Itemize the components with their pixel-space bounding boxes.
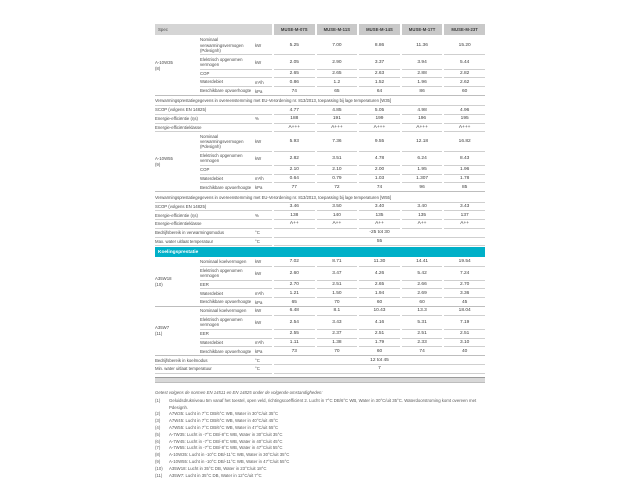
condition-group [155, 307, 485, 356]
table-row [200, 307, 485, 316]
value-cell: 45 [462, 299, 468, 305]
value-cell: 1.307 [402, 175, 443, 184]
condition-group-label [155, 132, 200, 191]
value-cell: 196 [402, 115, 443, 124]
table-row [200, 87, 485, 95]
value-cell: 2.82 [444, 70, 485, 79]
value-cell: 1.78 [444, 175, 485, 184]
value-cell: 3.40 [402, 203, 443, 212]
value-cell: A+++ [317, 124, 358, 133]
value-cell: 1.95 [402, 166, 443, 175]
footnote-text: A35W18: Lucht in 35°C DB, Water in 23°C/uit 18°C [169, 465, 267, 471]
value-cell: 4.85 [317, 106, 358, 115]
param-cell: Beschikbare opvoerhoogte [200, 184, 252, 190]
footnote-ref: (4) [155, 425, 161, 431]
unit-cell [255, 281, 272, 290]
value-cell: 1.96 [402, 78, 443, 87]
footnote-text: A35W7: Lucht in 35°C DB, Water in 12°C/uit 7°C [169, 472, 262, 478]
value-cell: 0.79 [317, 175, 358, 184]
unit-cell [255, 220, 272, 229]
merged-value-cell: 7 [274, 365, 485, 374]
footnote-ref: (10) [155, 465, 163, 471]
condition-name: A-10W35 [155, 59, 173, 65]
unit-cell [255, 203, 272, 212]
merged-value-cell: -25 tot 30 [274, 229, 485, 238]
value-cell: 2.10 [317, 166, 358, 175]
footnotes [155, 390, 487, 479]
value-cell: 2.55 [274, 330, 315, 339]
unit-cell [255, 124, 272, 133]
unit-cell: kPa [255, 299, 263, 305]
condition-group-rows [200, 36, 485, 95]
value-cell: 2.51 [444, 330, 485, 339]
unit-cell [255, 106, 272, 115]
value-cell: 188 [274, 115, 315, 124]
value-cell: 3.37 [359, 55, 400, 69]
value-cell: 2.90 [317, 55, 358, 69]
value-cell: 6.48 [274, 307, 315, 316]
value-cell: A+++ [359, 124, 400, 133]
section-divider [155, 377, 485, 383]
unit-cell [255, 166, 272, 175]
value-cell: 3.36 [444, 289, 485, 298]
spec-header-cell: Spec [155, 24, 272, 35]
value-cell: 1.96 [444, 166, 485, 175]
unit-cell: °C [255, 356, 272, 365]
value-cell: 7.36 [317, 132, 358, 151]
value-cell: 2.00 [359, 166, 400, 175]
value-cell: 5.05 [359, 106, 400, 115]
unit-cell: m³/h [255, 78, 272, 87]
table-row [155, 365, 485, 374]
unit-cell: kPa [255, 348, 263, 354]
value-cell: 199 [359, 115, 400, 124]
table-row [155, 356, 485, 365]
cooling-section-band: Koelingsprestatie [155, 247, 485, 257]
unit-cell: m³/h [255, 289, 272, 298]
value-cell: 2.37 [317, 330, 358, 339]
condition-footnote-ref: (9) [155, 161, 161, 167]
value-cell: 60 [462, 88, 468, 94]
unit-cell: kW [255, 55, 272, 69]
unit-cell: % [255, 115, 272, 124]
condition-group-label [155, 36, 200, 95]
param-cell: Waterdebiet [200, 78, 255, 87]
param-cell: Elektrisch opgenomen vermogen [200, 55, 255, 69]
value-cell: 14.41 [402, 258, 443, 267]
param-cell: SCOP (volgens EN 14825) [155, 106, 255, 115]
value-cell: A++ [274, 220, 315, 229]
value-cell: 1.52 [359, 78, 400, 87]
table-row [200, 330, 485, 339]
footnote-text: A-10W55: Lucht in -10°C DB/-11°C WB, Water in 47°C/uit 55°C [169, 459, 290, 465]
unit-cell: kW [255, 267, 272, 281]
footnote-item [155, 445, 487, 451]
table-row [200, 183, 485, 191]
footnote-item [155, 473, 487, 479]
value-cell: 2.33 [402, 339, 443, 348]
footnote-ref: (7) [155, 445, 161, 451]
table-row [200, 267, 485, 281]
value-cell: 8.1 [317, 307, 358, 316]
value-cell: 64 [376, 88, 383, 94]
table-row [200, 36, 485, 55]
param-cell: Min. water uitlaat temperatuur [155, 365, 255, 374]
value-cell: 7.00 [317, 36, 358, 55]
model-header-cell: MUSE-M-14S [359, 24, 400, 35]
table-row [155, 115, 485, 124]
param-cell: COP [200, 166, 255, 175]
param-cell: Waterdebiet [200, 289, 255, 298]
footnotes-intro: Getest volgens de normen EN 14511 en EN 14825 onder de volgende omstandigheden: [155, 389, 323, 395]
value-cell: 5.42 [402, 267, 443, 281]
unit-cell [255, 330, 272, 339]
value-cell: 8.71 [317, 258, 358, 267]
value-cell: 5.93 [274, 132, 315, 151]
value-cell: 65 [334, 88, 340, 94]
merged-value-cell: 55 [274, 238, 485, 247]
param-cell: Beschikbare opvoerhoogte [200, 348, 252, 354]
footnote-text: A-10W35: Lucht in -10°C DB/-11°C WB, Water in 30°C/uit 35°C [169, 452, 290, 458]
model-header-cell: MUSE-M-07S [274, 24, 315, 35]
value-cell: 2.54 [274, 316, 315, 330]
value-cell: 18.04 [444, 307, 485, 316]
value-cell: 4.98 [402, 106, 443, 115]
value-cell: 2.51 [402, 330, 443, 339]
footnote-ref: (3) [155, 418, 161, 424]
param-cell: Energie-efficiëntie (ηs) [155, 115, 255, 124]
value-cell: 7.19 [444, 316, 485, 330]
table-row [155, 106, 485, 115]
param-cell: Waterdebiet [200, 339, 255, 348]
param-cell: Beschikbare opvoerhoogte [200, 88, 252, 94]
value-cell: 40 [462, 348, 468, 354]
table-row [200, 316, 485, 330]
footnotes-list [155, 398, 487, 479]
value-cell: 1.11 [274, 339, 315, 348]
value-cell: 96 [419, 184, 425, 190]
param-cell: Beschikbare opvoerhoogte [200, 299, 252, 305]
condition-name: A35W7 [155, 325, 170, 331]
param-cell: Elektrisch opgenomen vermogen [200, 267, 255, 281]
value-cell: 12.18 [402, 132, 443, 151]
table-row [200, 298, 485, 306]
value-cell: 1.94 [359, 289, 400, 298]
value-cell: 77 [291, 184, 297, 190]
value-cell: 135 [402, 211, 443, 220]
value-cell: 1.03 [359, 175, 400, 184]
value-cell: 2.65 [317, 70, 358, 79]
value-cell: A++ [359, 220, 400, 229]
value-cell: 5.31 [402, 316, 443, 330]
unit-cell: m³/h [255, 339, 272, 348]
condition-name: A-10W55 [155, 156, 173, 162]
unit-cell: kPa [255, 88, 263, 94]
value-cell: 70 [334, 299, 340, 305]
footnote-ref: (6) [155, 438, 161, 444]
param-cell: Elektrisch opgenomen vermogen [200, 152, 255, 166]
value-cell: 2.69 [402, 289, 443, 298]
value-cell: 195 [444, 115, 485, 124]
value-cell: 11.30 [359, 258, 400, 267]
footnote-text: A7W45: Lucht in 7°C DB/6°C WB, Water in 40°C/uit 45°C [169, 418, 279, 424]
value-cell: 8.86 [359, 36, 400, 55]
value-cell: 2.66 [402, 281, 443, 290]
param-cell: EER [200, 330, 255, 339]
value-cell: 10.43 [359, 307, 400, 316]
table-row [155, 220, 485, 229]
condition-footnote-ref: (10) [155, 281, 163, 287]
footnote-item [155, 466, 487, 472]
table-header-row [155, 24, 485, 35]
condition-group [155, 132, 485, 192]
value-cell: 3.47 [317, 267, 358, 281]
unit-cell: kPa [255, 184, 263, 190]
param-cell: Energie-efficiëntie (ηs) [155, 211, 255, 220]
param-cell: Max. water uitlaat temperatuur [155, 238, 255, 247]
condition-name: A35W18 [155, 276, 172, 282]
condition-group-rows [200, 307, 485, 355]
table-row [200, 55, 485, 69]
value-cell: 85 [462, 184, 468, 190]
spec-table [155, 24, 485, 383]
footnote-item [155, 411, 487, 417]
value-cell: 3.50 [317, 203, 358, 212]
table-row [155, 229, 485, 238]
footnote-ref: (11) [155, 472, 163, 478]
value-cell: 2.10 [274, 166, 315, 175]
value-cell: 2.65 [274, 70, 315, 79]
value-cell: 9.55 [359, 132, 400, 151]
value-cell: 3.40 [359, 203, 400, 212]
value-cell: 1.79 [359, 339, 400, 348]
footnote-text: A-7W55: Lucht in -7°C DB/-8°C WB, Water in 47°C/uit 55°C [169, 445, 283, 451]
param-cell: Elektrisch opgenomen vermogen [200, 316, 255, 330]
value-cell: 60 [419, 299, 425, 305]
value-cell: 15.20 [444, 36, 485, 55]
condition-group [155, 258, 485, 307]
param-cell: Nominaal verwarmingsvermogen (Pdesignh) [200, 132, 255, 151]
param-cell: EER [200, 281, 255, 290]
unit-cell: kW [255, 258, 272, 267]
table-row [200, 70, 485, 79]
value-cell: 3.51 [317, 152, 358, 166]
footnote-item [155, 452, 487, 458]
value-cell: 2.51 [359, 330, 400, 339]
table-row [200, 175, 485, 184]
table-row [155, 238, 485, 247]
value-cell: 7.24 [444, 267, 485, 281]
value-cell: 11.36 [402, 36, 443, 55]
value-cell: 86 [419, 88, 425, 94]
param-cell: Nominaal koelvermogen [200, 258, 255, 267]
value-cell: 138 [274, 211, 315, 220]
unit-cell: kW [255, 316, 272, 330]
value-cell: 74 [376, 184, 383, 190]
table-row [200, 347, 485, 355]
value-cell: 2.63 [359, 70, 400, 79]
value-cell: 191 [317, 115, 358, 124]
table-row [200, 166, 485, 175]
value-cell: 1.50 [317, 289, 358, 298]
unit-cell: °C [255, 365, 272, 374]
value-cell: 140 [317, 211, 358, 220]
unit-cell: kW [255, 307, 272, 316]
condition-group-label [155, 307, 200, 355]
footnote-ref: (1) [155, 398, 161, 404]
unit-cell [255, 70, 272, 79]
table-row [155, 211, 485, 220]
value-cell: 5.44 [444, 55, 485, 69]
unit-cell: °C [255, 229, 272, 238]
table-row [200, 78, 485, 87]
value-cell: 4.77 [274, 106, 315, 115]
unit-cell: kW [255, 152, 272, 166]
condition-footnote-ref: (11) [155, 331, 163, 337]
value-cell: A+++ [444, 124, 485, 133]
value-cell: 3.10 [444, 339, 485, 348]
model-header-cell: MUSE-M-23T [444, 24, 485, 35]
value-cell: A++ [402, 220, 443, 229]
condition-group-rows [200, 258, 485, 306]
value-cell: 137 [444, 211, 485, 220]
footnote-text: A-7W45: Lucht in -7°C DB/-8°C WB, Water in 40°C/uit 45°C [169, 438, 283, 444]
footnote-item [155, 432, 487, 438]
param-cell: Bedrijfsbereik in koelmodus [155, 356, 255, 365]
table-row [200, 132, 485, 151]
value-cell: 60 [376, 348, 383, 354]
regulation-band: Verwarmingsprestatiegegevens in overeenstemming met EU-Verordening nr. 813/2013, toepassing bij lage temperaturen [W55] [155, 192, 485, 202]
value-cell: 13.3 [402, 307, 443, 316]
value-cell: 2.65 [359, 281, 400, 290]
value-cell: 74 [419, 348, 425, 354]
param-cell: Energie-efficiëntieklasse [155, 220, 255, 229]
footnote-item [155, 418, 487, 424]
value-cell: 4.26 [359, 267, 400, 281]
value-cell: 74 [291, 88, 297, 94]
spec-sheet-content [155, 24, 485, 480]
footnote-item [155, 439, 487, 445]
value-cell: 2.82 [274, 152, 315, 166]
value-cell: 2.05 [274, 55, 315, 69]
value-cell: 0.86 [274, 78, 315, 87]
spec-table-body [155, 36, 485, 383]
param-cell: Bedrijfsbereik in verwarmingsmodus [155, 229, 255, 238]
value-cell: 2.88 [402, 70, 443, 79]
value-cell: 3.94 [402, 55, 443, 69]
value-cell: 60 [376, 299, 383, 305]
footnote-text: A-7W35: Lucht in -7°C DB/-8°C WB, Water in 30°C/uit 35°C [169, 431, 283, 437]
value-cell: A++ [317, 220, 358, 229]
table-row [200, 258, 485, 267]
merged-value-cell: 12 tot 45 [274, 356, 485, 365]
value-cell: 7.02 [274, 258, 315, 267]
value-cell: 3.43 [444, 203, 485, 212]
value-cell: A+++ [402, 124, 443, 133]
footnote-ref: (8) [155, 452, 161, 458]
value-cell: 65 [291, 299, 297, 305]
value-cell: 8.43 [444, 152, 485, 166]
condition-group [155, 36, 485, 96]
table-row [200, 152, 485, 166]
value-cell: 2.60 [274, 267, 315, 281]
footnote-ref: (2) [155, 411, 161, 417]
value-cell: 1.2 [317, 78, 358, 87]
footnote-text: A7W55: Lucht in 7°C DB/6°C WB, Water in 47°C/uit 55°C [169, 425, 279, 431]
param-cell: Waterdebiet [200, 175, 255, 184]
value-cell: 4.96 [444, 106, 485, 115]
value-cell: 2.51 [317, 281, 358, 290]
value-cell: 73 [291, 348, 297, 354]
table-row [200, 281, 485, 290]
value-cell: 1.38 [317, 339, 358, 348]
value-cell: 4.16 [359, 316, 400, 330]
value-cell: 0.64 [274, 175, 315, 184]
param-cell: Nominaal koelvermogen [200, 307, 255, 316]
unit-cell: kW [255, 36, 272, 55]
value-cell: A++ [444, 220, 485, 229]
unit-cell: kW [255, 132, 272, 151]
param-cell: SCOP (volgens EN 14825) [155, 203, 255, 212]
value-cell: 1.21 [274, 289, 315, 298]
value-cell: 16.82 [444, 132, 485, 151]
value-cell: 2.70 [274, 281, 315, 290]
footnote-text: A7W35: Lucht in 7°C DB/6°C WB, Water in 30°C/uit 35°C [169, 411, 279, 417]
footnote-item [155, 398, 487, 410]
value-cell: 19.54 [444, 258, 485, 267]
value-cell: 4.78 [359, 152, 400, 166]
param-cell: Nominaal verwarmingsvermogen (Pdesignh) [200, 36, 255, 55]
footnote-ref: (9) [155, 459, 161, 465]
footnote-item [155, 425, 487, 431]
condition-group-rows [200, 132, 485, 191]
table-row [200, 339, 485, 348]
unit-cell: % [255, 211, 272, 220]
unit-cell: °C [255, 238, 272, 247]
value-cell: 2.70 [444, 281, 485, 290]
value-cell: A+++ [274, 124, 315, 133]
model-header-cell: MUSE-M-17T [402, 24, 443, 35]
table-row [155, 124, 485, 133]
table-row [200, 289, 485, 298]
value-cell: 72 [334, 184, 340, 190]
param-cell: COP [200, 70, 255, 79]
value-cell: 70 [334, 348, 340, 354]
model-header-cell: MUSE-M-11S [317, 24, 358, 35]
param-cell: Energie-efficiëntieklasse [155, 124, 255, 133]
value-cell: 135 [359, 211, 400, 220]
condition-group-label [155, 258, 200, 306]
footnote-ref: (5) [155, 431, 161, 437]
value-cell: 3.46 [274, 203, 315, 212]
footnote-text: Geluidsdrukniveau 5m vanaf het toestel, open veld, richtingscoëfficiënt 2. Lucht in 7°C DB/6°C WB, Water in 30°C/uit 35°C. Waterdoorstroming komt overeen met Pdesignh. [169, 398, 477, 410]
condition-footnote-ref: (8) [155, 65, 161, 71]
value-cell: 2.62 [444, 78, 485, 87]
regulation-band: Verwarmingsprestatiegegevens in overeenstemming met EU-Verordening nr. 813/2013, toepassing bij lage temperaturen [W35] [155, 96, 485, 106]
unit-cell: m³/h [255, 175, 272, 184]
value-cell: 3.43 [317, 316, 358, 330]
value-cell: 5.25 [274, 36, 315, 55]
table-row [155, 203, 485, 212]
footnote-item [155, 459, 487, 465]
value-cell: 6.24 [402, 152, 443, 166]
